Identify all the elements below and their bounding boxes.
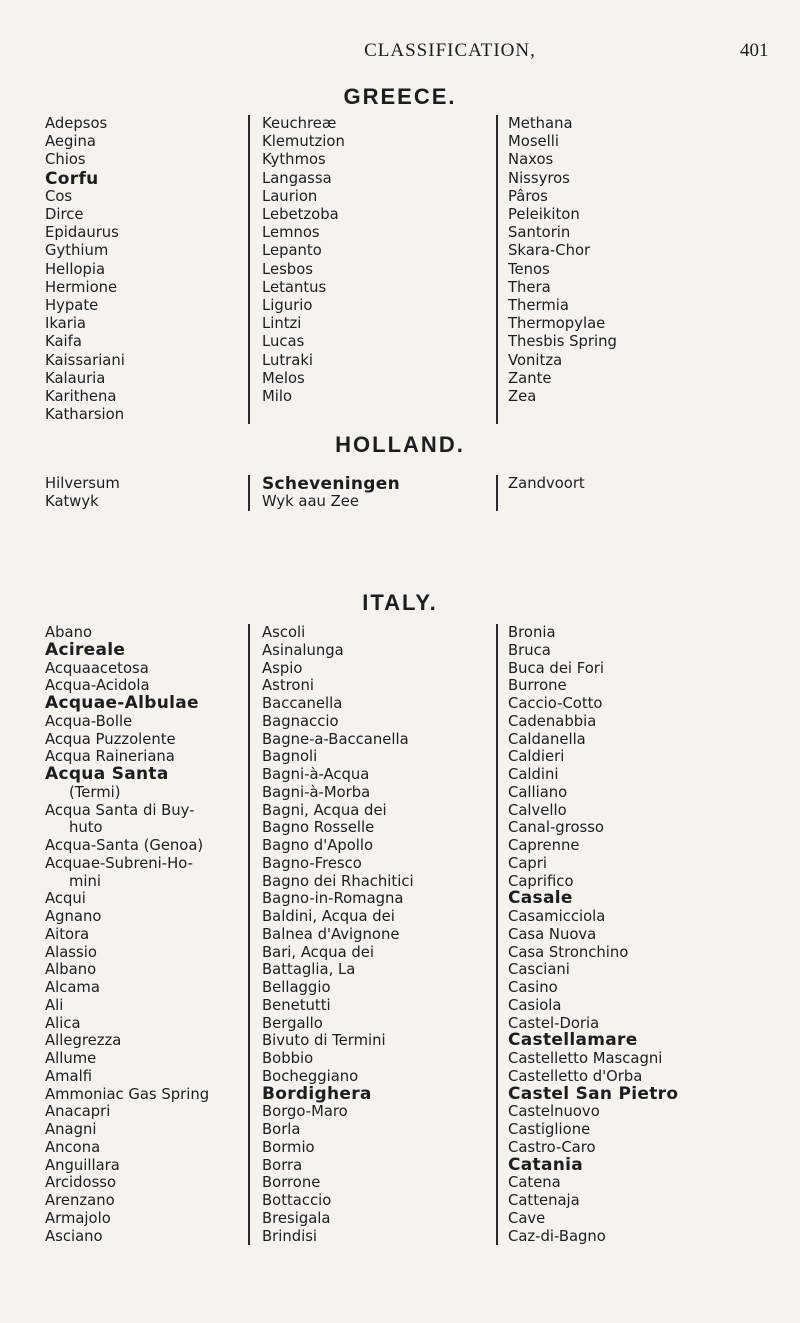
- place-entry: mini: [69, 872, 102, 890]
- place-entry: Skara-Chor: [508, 242, 591, 260]
- place-entry: Abano: [45, 624, 93, 641]
- place-entry: Allume: [45, 1050, 97, 1067]
- place-entry: Castellamare: [508, 1030, 638, 1051]
- place-entry: Ikaria: [45, 315, 87, 333]
- place-entry: Canal-grosso: [508, 819, 604, 837]
- place-entry: Acqua Raineriana: [45, 748, 175, 766]
- place-entry: Catania: [508, 1154, 584, 1175]
- place-entry: Milo: [262, 388, 293, 406]
- place-entry: Bronia: [508, 624, 556, 641]
- place-entry: Zea: [508, 388, 537, 406]
- place-entry: Caprifico: [508, 872, 574, 890]
- place-entry: Peleikiton: [508, 206, 580, 224]
- place-entry: (Termi): [69, 783, 121, 801]
- place-entry: Lucas: [262, 333, 305, 351]
- section-heading-holland: HOLLAND.: [335, 432, 465, 457]
- place-entry: Castelletto Mascagni: [508, 1050, 663, 1067]
- place-entry: Alica: [45, 1014, 81, 1032]
- italy-col-1: [45, 624, 260, 1245]
- place-entry: Santorin: [508, 224, 571, 242]
- place-entry: Scheveningen: [262, 474, 400, 494]
- place-entry: Calliano: [508, 783, 568, 801]
- section-heading-greece: GREECE.: [343, 84, 457, 109]
- place-entry: huto: [69, 819, 103, 837]
- place-entry: Acireale: [45, 639, 126, 660]
- place-entry: Bruca: [508, 641, 551, 659]
- place-entry: Bagni-à-Acqua: [262, 766, 370, 783]
- place-entry: Cave: [508, 1209, 546, 1227]
- place-entry: Pâros: [508, 187, 548, 205]
- place-entry: Borgo-Maro: [262, 1103, 348, 1121]
- place-entry: Naxos: [508, 151, 554, 169]
- place-entry: Castel-Doria: [508, 1014, 600, 1032]
- place-entry: Lebetzoba: [262, 206, 339, 224]
- place-entry: Anagni: [45, 1121, 97, 1138]
- place-entry: Cadenabbia: [508, 712, 597, 730]
- place-entry: Bagni, Acqua dei: [262, 801, 387, 819]
- place-entry: Acquaacetosa: [45, 659, 149, 677]
- place-entry: Caldanella: [508, 730, 586, 748]
- place-entry: Adepsos: [45, 115, 108, 132]
- place-entry: Thesbis Spring: [508, 333, 617, 351]
- place-entry: Corfu: [45, 168, 99, 189]
- place-entry: Thera: [508, 278, 551, 296]
- place-entry: Laurion: [262, 187, 318, 205]
- place-entry: Alcama: [45, 979, 100, 996]
- section-heading-italy: ITALY.: [362, 590, 438, 615]
- place-entry: Amalfi: [45, 1067, 93, 1085]
- place-entry: Moselli: [508, 133, 559, 151]
- greece-columns: [45, 115, 765, 424]
- place-entry: Hilversum: [45, 475, 120, 492]
- place-entry: Keuchreæ: [262, 115, 337, 132]
- place-entry: Casiola: [508, 996, 562, 1014]
- place-entry: Bresigala: [262, 1209, 331, 1227]
- place-entry: Catena: [508, 1174, 561, 1192]
- place-entry: Lintzi: [262, 315, 302, 333]
- place-entry: Benetutti: [262, 996, 331, 1014]
- running-title: CLASSIFICATION,: [364, 40, 536, 61]
- holland-col-2: [248, 475, 506, 511]
- place-entry: Bagno Rosselle: [262, 819, 375, 837]
- place-entry: Casamicciola: [508, 908, 606, 925]
- place-entry: Ammoniac Gas Spring: [45, 1085, 210, 1103]
- place-entry: Capri: [508, 854, 547, 872]
- place-entry: Bagnoli: [262, 748, 318, 766]
- place-entry: Acqua-Santa (Genoa): [45, 837, 204, 854]
- place-entry: Hellopia: [45, 260, 106, 278]
- place-entry: Asciano: [45, 1227, 103, 1245]
- place-entry: Bari, Acqua dei: [262, 943, 374, 961]
- place-entry: Aitora: [45, 925, 90, 943]
- place-entry: Nissyros: [508, 169, 570, 187]
- place-entry: Bormio: [262, 1138, 315, 1156]
- place-entry: Bagno-Fresco: [262, 854, 362, 872]
- place-entry: Wyk aau Zee: [262, 493, 359, 511]
- place-entry: Kaissariani: [45, 351, 125, 369]
- place-entry: Cattenaja: [508, 1192, 580, 1209]
- place-entry: Baccanella: [262, 695, 343, 712]
- place-entry: Lepanto: [262, 242, 322, 260]
- place-entry: Arcidosso: [45, 1174, 117, 1192]
- italy-col-3: [496, 624, 756, 1245]
- place-entry: Lutraki: [262, 351, 313, 369]
- place-entry: Caccio-Cotto: [508, 695, 603, 712]
- place-entry: Bagne-a-Baccanella: [262, 730, 409, 748]
- place-entry: Caldini: [508, 766, 559, 783]
- place-entry: Hermione: [45, 278, 118, 296]
- place-entry: Langassa: [262, 169, 332, 187]
- place-entry: Caz-di-Bagno: [508, 1227, 606, 1245]
- place-entry: Acquae-Albulae: [45, 693, 199, 713]
- place-entry: Epidaurus: [45, 224, 119, 242]
- place-entry: Acqua Santa: [45, 764, 169, 784]
- place-entry: Alassio: [45, 943, 97, 961]
- place-entry: Acqui: [45, 890, 86, 908]
- place-entry: Ligurio: [262, 297, 313, 315]
- place-entry: Bordighera: [262, 1083, 372, 1104]
- place-entry: Casino: [508, 979, 558, 996]
- place-entry: Castiglione: [508, 1121, 591, 1138]
- place-entry: Lesbos: [262, 260, 313, 278]
- place-entry: Bobbio: [262, 1050, 314, 1067]
- place-entry: Armajolo: [45, 1209, 111, 1227]
- place-entry: Lemnos: [262, 224, 320, 242]
- place-entry: Casa Stronchino: [508, 943, 629, 961]
- holland-col-3: [496, 475, 756, 511]
- place-entry: Ali: [45, 996, 64, 1014]
- place-entry: Klemutzion: [262, 133, 345, 151]
- place-entry: Aegina: [45, 133, 96, 151]
- place-entry: Bottaccio: [262, 1192, 332, 1209]
- place-entry: Casciani: [508, 961, 570, 979]
- place-entry: Arenzano: [45, 1192, 115, 1209]
- greece-col-3: [496, 115, 756, 424]
- place-entry: Castelletto d'Orba: [508, 1067, 643, 1085]
- place-entry: Kythmos: [262, 151, 326, 169]
- place-entry: Brindisi: [262, 1227, 318, 1245]
- place-entry: Letantus: [262, 278, 327, 296]
- place-entry: Vonitza: [508, 351, 563, 369]
- place-entry: Anacapri: [45, 1103, 111, 1121]
- place-entry: Methana: [508, 115, 573, 132]
- place-entry: Kalauria: [45, 369, 106, 387]
- place-entry: Bergallo: [262, 1014, 323, 1032]
- place-entry: Castro-Caro: [508, 1138, 596, 1156]
- place-entry: Bagno dei Rhachitici: [262, 872, 414, 890]
- place-entry: Asinalunga: [262, 641, 344, 659]
- place-entry: Bagno-in-Romagna: [262, 890, 404, 908]
- page-number: 401: [740, 40, 769, 61]
- place-entry: Borra: [262, 1156, 303, 1174]
- place-entry: Buca dei Fori: [508, 659, 604, 677]
- greece-col-1: [45, 115, 260, 424]
- holland-columns: [45, 475, 765, 511]
- place-entry: Acqua Puzzolente: [45, 730, 176, 748]
- place-entry: Acquae-Subreni-Ho-: [45, 854, 193, 872]
- place-entry: Casa Nuova: [508, 925, 597, 943]
- place-entry: Katharsion: [45, 406, 125, 424]
- place-entry: Kaifa: [45, 333, 82, 351]
- place-entry: Dirce: [45, 206, 84, 224]
- place-entry: Astroni: [262, 677, 314, 695]
- place-entry: Aspio: [262, 659, 303, 677]
- place-entry: Ascoli: [262, 624, 306, 641]
- place-entry: Allegrezza: [45, 1032, 122, 1050]
- italy-col-2: [248, 624, 506, 1245]
- holland-col-1: [45, 475, 260, 511]
- place-entry: Gythium: [45, 242, 109, 260]
- place-entry: Ancona: [45, 1138, 101, 1156]
- place-entry: Acqua-Acidola: [45, 677, 150, 695]
- place-entry: Castelnuovo: [508, 1103, 600, 1121]
- italy-columns: [45, 624, 765, 1245]
- place-entry: Chios: [45, 151, 86, 169]
- place-entry: Baldini, Acqua dei: [262, 908, 395, 925]
- place-entry: Cos: [45, 187, 73, 205]
- place-entry: Acqua Santa di Buy-: [45, 801, 195, 819]
- place-entry: Balnea d'Avignone: [262, 925, 400, 943]
- place-entry: Bagno d'Apollo: [262, 837, 374, 854]
- place-entry: Borla: [262, 1121, 301, 1138]
- place-entry: Zandvoort: [508, 475, 585, 492]
- place-entry: Burrone: [508, 677, 567, 695]
- place-entry: Thermopylae: [508, 315, 606, 333]
- place-entry: Albano: [45, 961, 97, 979]
- place-entry: Borrone: [262, 1174, 321, 1192]
- place-entry: Caprenne: [508, 837, 580, 854]
- place-entry: Bagni-à-Morba: [262, 783, 371, 801]
- place-entry: Caldieri: [508, 748, 565, 766]
- place-entry: Melos: [262, 369, 305, 387]
- place-entry: Thermia: [508, 297, 569, 315]
- place-entry: Castel San Pietro: [508, 1083, 679, 1104]
- place-entry: Tenos: [508, 260, 550, 278]
- place-entry: Casale: [508, 888, 573, 909]
- place-entry: Katwyk: [45, 493, 99, 511]
- place-entry: Karithena: [45, 388, 117, 406]
- place-entry: Anguillara: [45, 1156, 120, 1174]
- place-entry: Battaglia, La: [262, 961, 356, 979]
- place-entry: Bagnaccio: [262, 712, 339, 730]
- place-entry: Bivuto di Termini: [262, 1032, 386, 1050]
- place-entry: Acqua-Bolle: [45, 712, 133, 730]
- place-entry: Bellaggio: [262, 979, 331, 996]
- place-entry: Hypate: [45, 297, 99, 315]
- place-entry: Bocheggiano: [262, 1067, 359, 1085]
- place-entry: Zante: [508, 369, 552, 387]
- place-entry: Calvello: [508, 801, 567, 819]
- place-entry: Agnano: [45, 908, 102, 925]
- greece-col-2: [248, 115, 506, 424]
